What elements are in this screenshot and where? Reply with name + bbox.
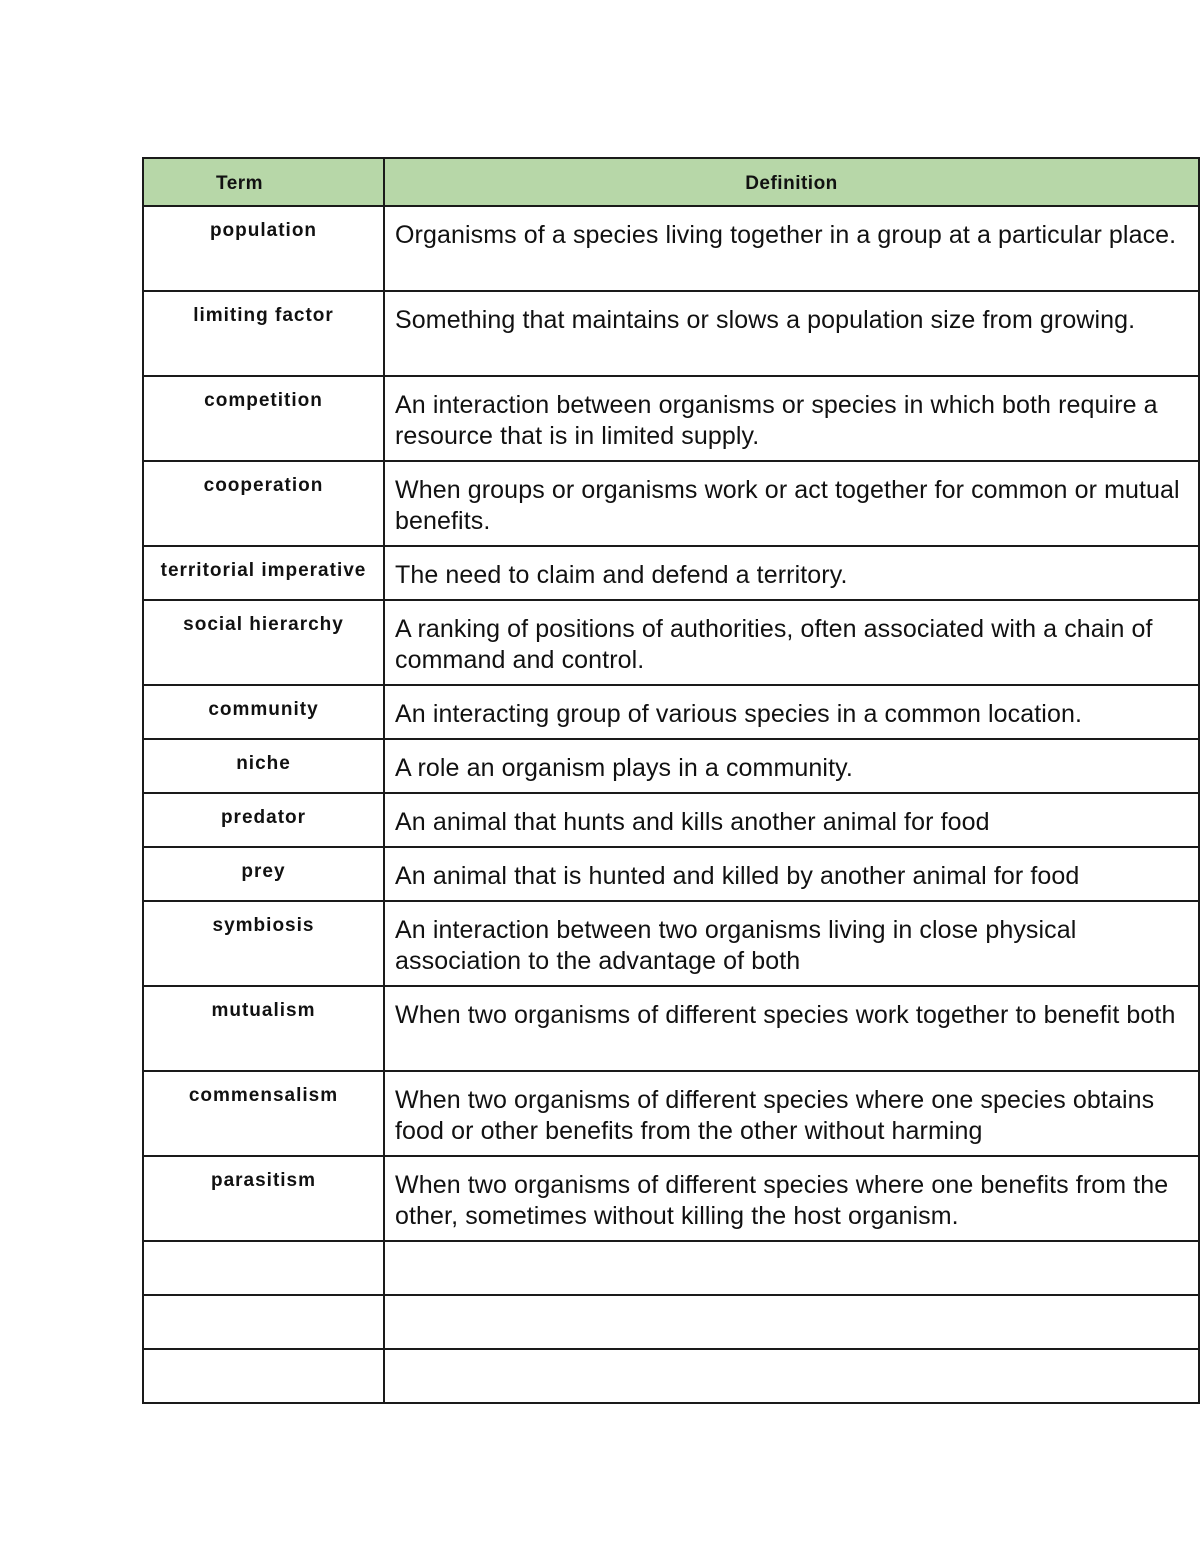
definition-cell: When groups or organisms work or act together for common or mutual benefits.	[384, 461, 1199, 546]
term-cell: limiting factor	[143, 291, 384, 376]
term-cell: community	[143, 685, 384, 739]
definition-cell: Organisms of a species living together in a group at a particular place.	[384, 206, 1199, 291]
table-row-empty	[143, 1241, 1199, 1295]
table-header-row	[143, 158, 1199, 206]
term-cell: parasitism	[143, 1156, 384, 1241]
table-row	[143, 291, 1199, 376]
table-row-empty	[143, 1295, 1199, 1349]
definition-cell	[384, 1295, 1199, 1349]
table-row	[143, 461, 1199, 546]
table-row	[143, 986, 1199, 1071]
table-row	[143, 793, 1199, 847]
table-row	[143, 206, 1199, 291]
table-row	[143, 901, 1199, 986]
term-cell: predator	[143, 793, 384, 847]
definition-cell: An animal that hunts and kills another animal for food	[384, 793, 1199, 847]
term-cell: cooperation	[143, 461, 384, 546]
term-cell: prey	[143, 847, 384, 901]
definition-cell: A ranking of positions of authorities, often associated with a chain of command and control.	[384, 600, 1199, 685]
definition-cell: When two organisms of different species where one benefits from the other, sometimes without killing the host organism.	[384, 1156, 1199, 1241]
definition-cell: When two organisms of different species where one species obtains food or other benefits from the other without harming	[384, 1071, 1199, 1156]
table-row	[143, 376, 1199, 461]
table-row	[143, 685, 1199, 739]
table-row	[143, 1156, 1199, 1241]
definition-cell: Something that maintains or slows a population size from growing.	[384, 291, 1199, 376]
table-row	[143, 847, 1199, 901]
term-cell: territorial imperative	[143, 546, 384, 600]
definition-cell	[384, 1241, 1199, 1295]
term-cell	[143, 1349, 384, 1403]
term-cell: niche	[143, 739, 384, 793]
definition-cell: An animal that is hunted and killed by another animal for food	[384, 847, 1199, 901]
table-row	[143, 739, 1199, 793]
table-row	[143, 1071, 1199, 1156]
term-cell: social hierarchy	[143, 600, 384, 685]
definition-cell: An interacting group of various species in a common location.	[384, 685, 1199, 739]
term-cell	[143, 1241, 384, 1295]
term-cell: commensalism	[143, 1071, 384, 1156]
term-cell: competition	[143, 376, 384, 461]
term-cell: symbiosis	[143, 901, 384, 986]
table-row	[143, 600, 1199, 685]
definition-cell	[384, 1349, 1199, 1403]
definition-column-header: Definition	[384, 158, 1199, 206]
definition-cell: A role an organism plays in a community.	[384, 739, 1199, 793]
definition-cell: The need to claim and defend a territory.	[384, 546, 1199, 600]
term-column-header: Term	[143, 158, 384, 206]
term-cell: mutualism	[143, 986, 384, 1071]
definition-cell: When two organisms of different species work together to benefit both	[384, 986, 1199, 1071]
vocabulary-table	[142, 157, 1200, 1404]
definition-cell: An interaction between two organisms living in close physical association to the advantage of both	[384, 901, 1199, 986]
table-row-empty	[143, 1349, 1199, 1403]
term-cell	[143, 1295, 384, 1349]
term-cell: population	[143, 206, 384, 291]
table-row	[143, 546, 1199, 600]
definition-cell: An interaction between organisms or species in which both require a resource that is in limited supply.	[384, 376, 1199, 461]
